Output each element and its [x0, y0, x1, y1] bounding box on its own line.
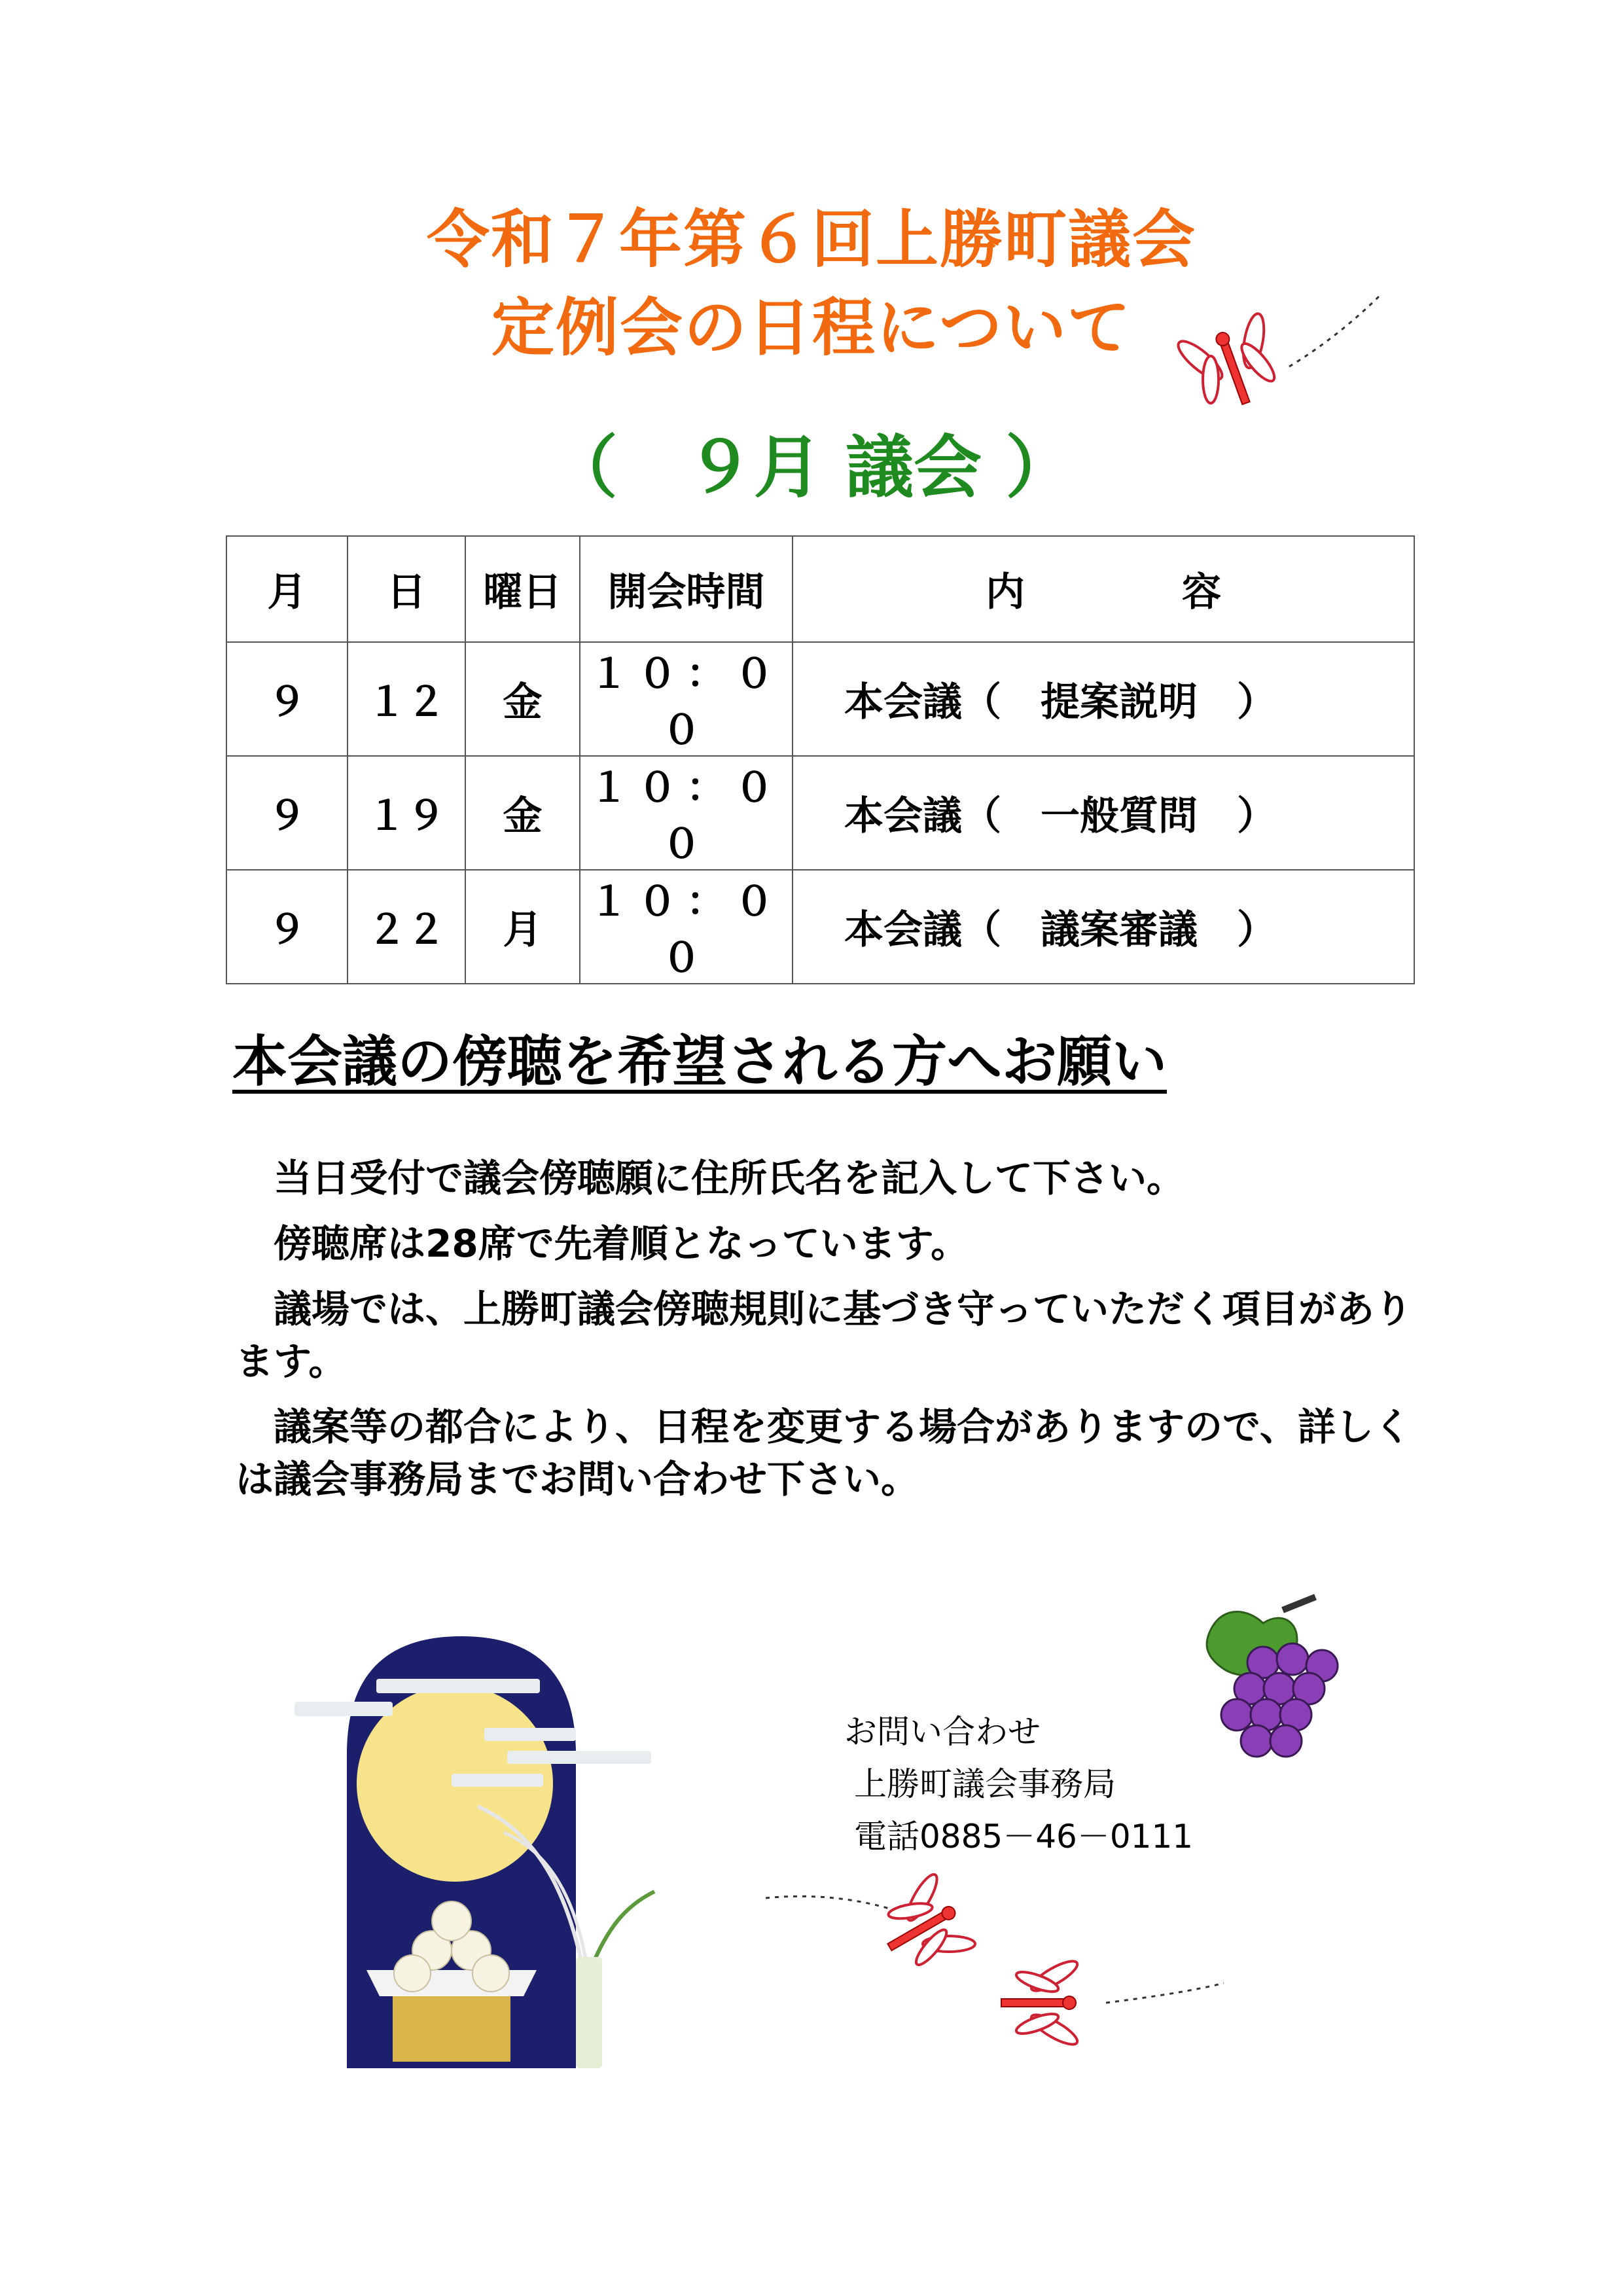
cell-time: １０：００ [580, 870, 793, 984]
contact-office: 上勝町議会事務局 [854, 1765, 1116, 1803]
header-day: 日 [348, 536, 465, 642]
notice-paragraph: 傍聴席は28席で先着順となっています。 [236, 1221, 969, 1266]
cell-day: １２ [348, 642, 465, 756]
notice-paragraph: 当日受付で議会傍聴願に住所氏名を記入して下さい。 [236, 1156, 1185, 1200]
header-time: 開会時間 [580, 536, 793, 642]
cell-time: １０：００ [580, 642, 793, 756]
contact-phone: 電話0885－46－0111 [854, 1818, 1194, 1856]
page-title-line2: 定例会の日程について [491, 291, 1132, 365]
cell-month: ９ [226, 756, 348, 870]
notice-paragraph: 議場では、上勝町議会傍聴規則に基づき守っていただく項目があります。 [236, 1287, 1413, 1384]
cell-content: 本会議（ 提案説明 ） [793, 642, 1414, 756]
section-heading: 本会議の傍聴を希望される方へお願い [232, 1030, 1168, 1094]
cell-weekday: 金 [465, 756, 580, 870]
page-subtitle: （ ９月 議会 ） [549, 427, 1074, 507]
page-title-line1: 令和７年第６回上勝町議会 [427, 203, 1196, 276]
table-row [226, 756, 1414, 870]
moon-viewing-illustration [288, 1617, 694, 2075]
cell-day: １９ [348, 756, 465, 870]
notice-paragraph: 議案等の都合により、日程を変更する場合がありますので、詳しくは議会事務局までお問い合わせ下さい。 [236, 1405, 1412, 1501]
cell-weekday: 月 [465, 870, 580, 984]
table-row [226, 870, 1414, 984]
cell-time: １０：００ [580, 756, 793, 870]
header-content: 内 容 [793, 536, 1414, 642]
header-month: 月 [226, 536, 348, 642]
schedule-table [226, 535, 1415, 984]
table-row [226, 642, 1414, 756]
table-header-row [226, 536, 1414, 642]
cell-month: ９ [226, 642, 348, 756]
cell-content: 本会議（ 一般質問 ） [793, 756, 1414, 870]
cell-weekday: 金 [465, 642, 580, 756]
grapes-illustration [1185, 1584, 1368, 1793]
dragonfly-illustration [1171, 281, 1394, 425]
cell-day: ２２ [348, 870, 465, 984]
cell-month: ９ [226, 870, 348, 984]
dragonfly-pair-illustration [766, 1872, 1237, 2068]
header-weekday: 曜日 [465, 536, 580, 642]
contact-label: お問い合わせ [844, 1713, 1041, 1751]
cell-content: 本会議（ 議案審議 ） [793, 870, 1414, 984]
